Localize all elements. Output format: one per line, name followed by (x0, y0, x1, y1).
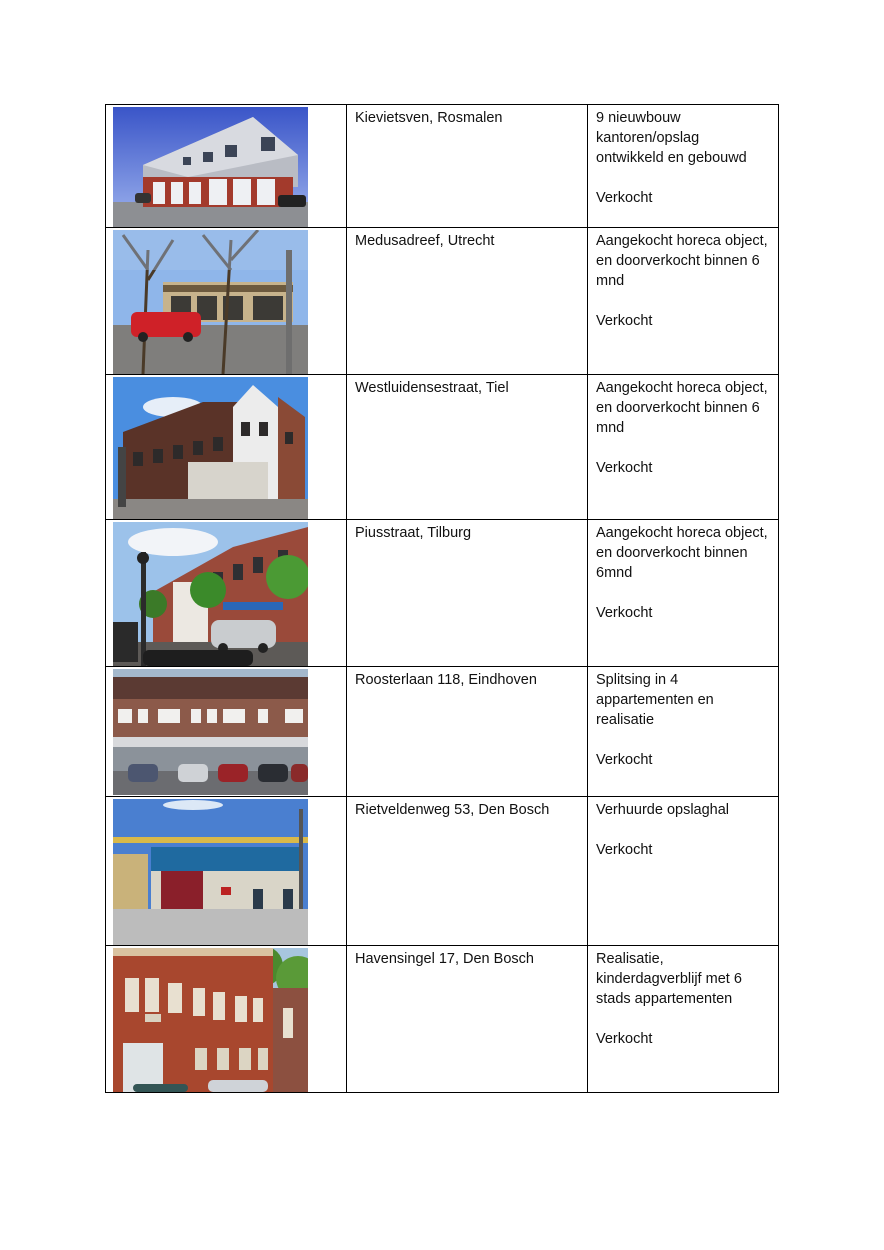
building-photo-kievietsven (113, 107, 308, 227)
status-text: Verkocht (596, 605, 653, 621)
location-cell (347, 667, 588, 797)
location-cell (347, 520, 588, 667)
location-text: Medusadreef, Utrecht (355, 233, 495, 249)
description-cell (588, 520, 779, 667)
description-cell (588, 667, 779, 797)
location-cell (347, 797, 588, 946)
projects-table (105, 104, 779, 1093)
description-text: Splitsing in 4 appartementen en realisatie (596, 672, 714, 728)
building-photo-roosterlaan (113, 669, 308, 795)
location-text: Havensingel 17, Den Bosch (355, 951, 534, 967)
status-text: Verkocht (596, 842, 653, 858)
status-text: Verkocht (596, 460, 653, 476)
description-cell (588, 946, 779, 1093)
description-text: Aangekocht horeca object, en doorverkocht binnen 6mnd (596, 525, 768, 581)
description-cell (588, 105, 779, 228)
location-cell (347, 228, 588, 375)
location-cell (347, 375, 588, 520)
building-photo-havensingel (113, 948, 308, 1092)
status-text: Verkocht (596, 190, 653, 206)
photo-cell (106, 797, 347, 946)
photo-cell (106, 667, 347, 797)
table-row (106, 375, 779, 520)
description-cell (588, 375, 779, 520)
building-photo-piusstraat (113, 522, 308, 666)
location-text: Rietveldenweg 53, Den Bosch (355, 802, 550, 818)
photo-cell (106, 520, 347, 667)
photo-cell (106, 228, 347, 375)
status-text: Verkocht (596, 1031, 653, 1047)
status-text: Verkocht (596, 752, 653, 768)
photo-cell (106, 105, 347, 228)
photo-cell (106, 946, 347, 1093)
table-row (106, 667, 779, 797)
location-text: Piusstraat, Tilburg (355, 525, 472, 541)
table-row (106, 228, 779, 375)
table-row (106, 520, 779, 667)
table-row (106, 105, 779, 228)
table-row (106, 797, 779, 946)
status-text: Verkocht (596, 313, 653, 329)
description-text: Verhuurde opslaghal (596, 802, 730, 818)
building-photo-westluidensestraat (113, 377, 308, 519)
description-cell (588, 228, 779, 375)
building-photo-rietveldenweg (113, 799, 308, 945)
location-text: Westluidensestraat, Tiel (355, 380, 509, 396)
location-cell (347, 946, 588, 1093)
location-text: Roosterlaan 118, Eindhoven (355, 672, 537, 688)
location-cell (347, 105, 588, 228)
table-row (106, 946, 779, 1093)
description-text: Aangekocht horeca object, en doorverkocht binnen 6 mnd (596, 380, 768, 436)
description-text: 9 nieuwbouw kantoren/opslag ontwikkeld en gebouwd (596, 110, 747, 166)
building-photo-medusadreef (113, 230, 308, 374)
description-text: Realisatie, kinderdagverblijf met 6 stads appartementen (596, 951, 742, 1007)
photo-cell (106, 375, 347, 520)
location-text: Kievietsven, Rosmalen (355, 110, 503, 126)
description-cell (588, 797, 779, 946)
description-text: Aangekocht horeca object, en doorverkocht binnen 6 mnd (596, 233, 768, 289)
